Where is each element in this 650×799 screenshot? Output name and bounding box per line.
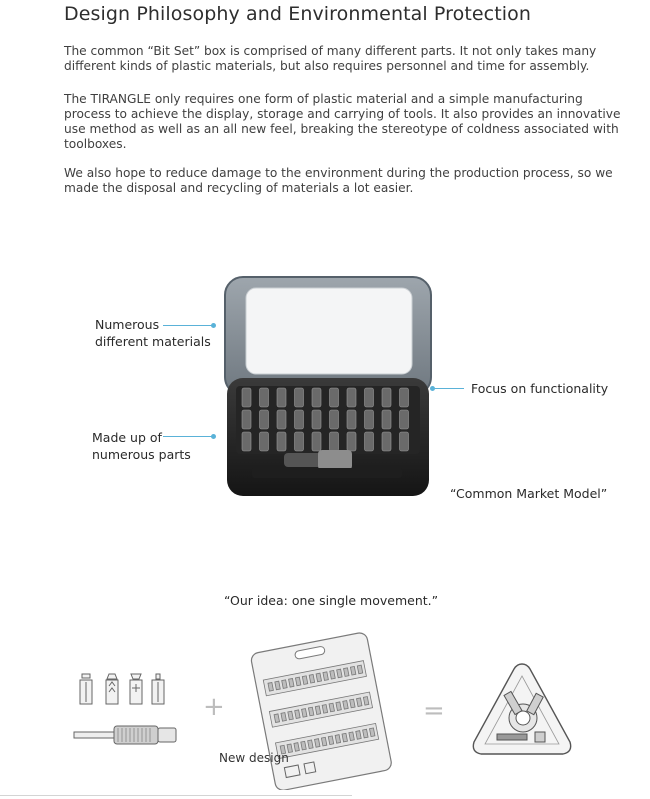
bottom-divider	[0, 795, 352, 796]
flat-pack-sheet-icon	[244, 630, 394, 790]
page-title: Design Philosophy and Environmental Protection	[64, 3, 532, 25]
plus-symbol: +	[203, 692, 225, 722]
leader-line-functionality	[434, 388, 464, 389]
equals-symbol: =	[423, 696, 445, 726]
new-design-label: New design	[219, 751, 289, 765]
leader-dot-parts	[211, 434, 216, 439]
idea-caption: “Our idea: one single movement.”	[224, 593, 439, 608]
annotation-materials: Numerous different materials	[95, 317, 211, 349]
bit-set-box-icon	[222, 274, 436, 502]
triangle-toolbox-icon	[469, 660, 575, 760]
leader-line-parts	[163, 436, 213, 437]
paragraph-environment: We also hope to reduce damage to the environment during the production process, so we made the disposal and recycling of materials a lot easier.	[64, 166, 613, 195]
paragraph-bit-set: The common “Bit Set” box is comprised of many different parts. It not only takes many different kinds of plastic materials, but also requires personnel and time for assembly.	[64, 44, 597, 73]
annotation-parts: Made up of numerous parts	[92, 430, 191, 462]
caption-common-model: “Common Market Model”	[450, 486, 608, 501]
screwdriver-bits-icon	[72, 672, 182, 752]
annotation-functionality: Focus on functionality	[471, 381, 609, 396]
paragraph-tirangle: The TIRANGLE only requires one form of plastic material and a simple manufacturing process to achieve the display, storage and carrying of tools. It also provides an innovative use method as well as an all new feel, breaking the stereotype of coldness associated with toolboxes.	[64, 92, 621, 151]
leader-line-materials	[163, 325, 213, 326]
leader-dot-materials	[211, 323, 216, 328]
